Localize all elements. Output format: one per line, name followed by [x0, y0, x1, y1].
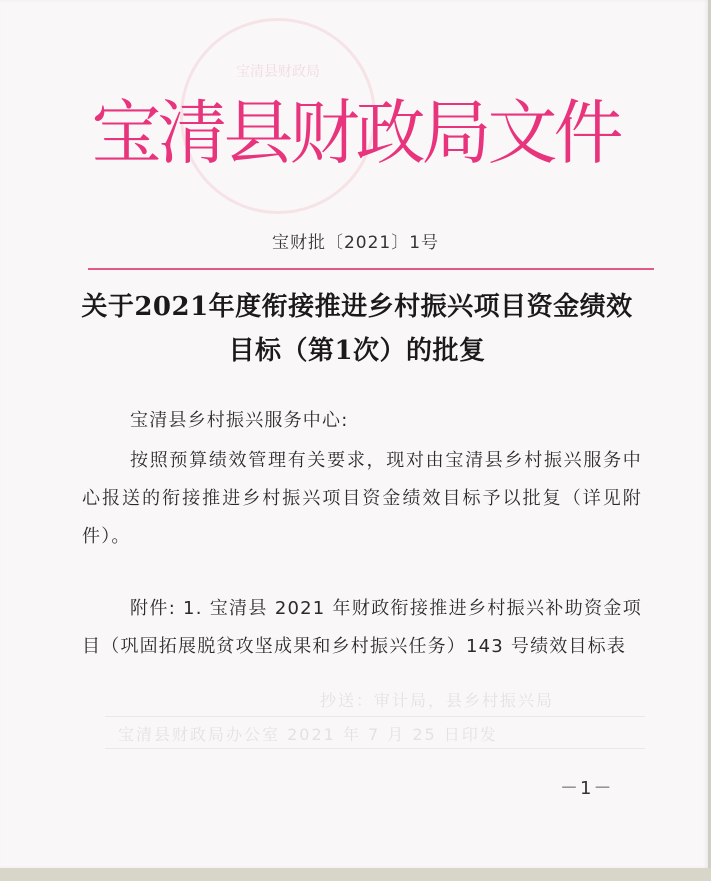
bleed-through-line-2: 宝清县财政局办公室 2021 年 7 月 25 日印发: [118, 725, 498, 744]
header-divider: [88, 268, 654, 270]
bleed-through-line-1: 抄送：审计局，县乡村振兴局: [320, 691, 555, 710]
attachment-list: 附件: 1. 宝清县 2021 年财政衔接推进乡村振兴补助资金项目（巩固拓展脱贫攻坚成果和乡村振兴任务）143 号绩效目标表: [82, 598, 642, 657]
addressee: 宝清县乡村振兴服务中心:: [130, 410, 349, 431]
bleed-through-rule-2: [105, 748, 645, 749]
document-number: 宝财批〔2021〕1号: [271, 233, 440, 253]
document-header-title: 宝清县财政局文件: [91, 92, 620, 174]
scan-bottom-edge: [0, 868, 711, 881]
body-paragraph: 按照预算绩效管理有关要求，现对由宝清县乡村振兴服务中心报送的衔接推进乡村振兴项目资金绩效目标予以批复（详见附件）。: [82, 450, 642, 547]
seal-text: 宝清县财政局: [236, 64, 320, 80]
title-line-1: 关于2021年度衔接推进乡村振兴项目资金绩效: [81, 292, 633, 322]
page-number: －1－: [560, 778, 614, 799]
document-title: [60, 285, 654, 373]
title-line-2: 目标（第1次）的批复: [228, 336, 486, 366]
bleed-through-rule-1: [105, 716, 645, 717]
